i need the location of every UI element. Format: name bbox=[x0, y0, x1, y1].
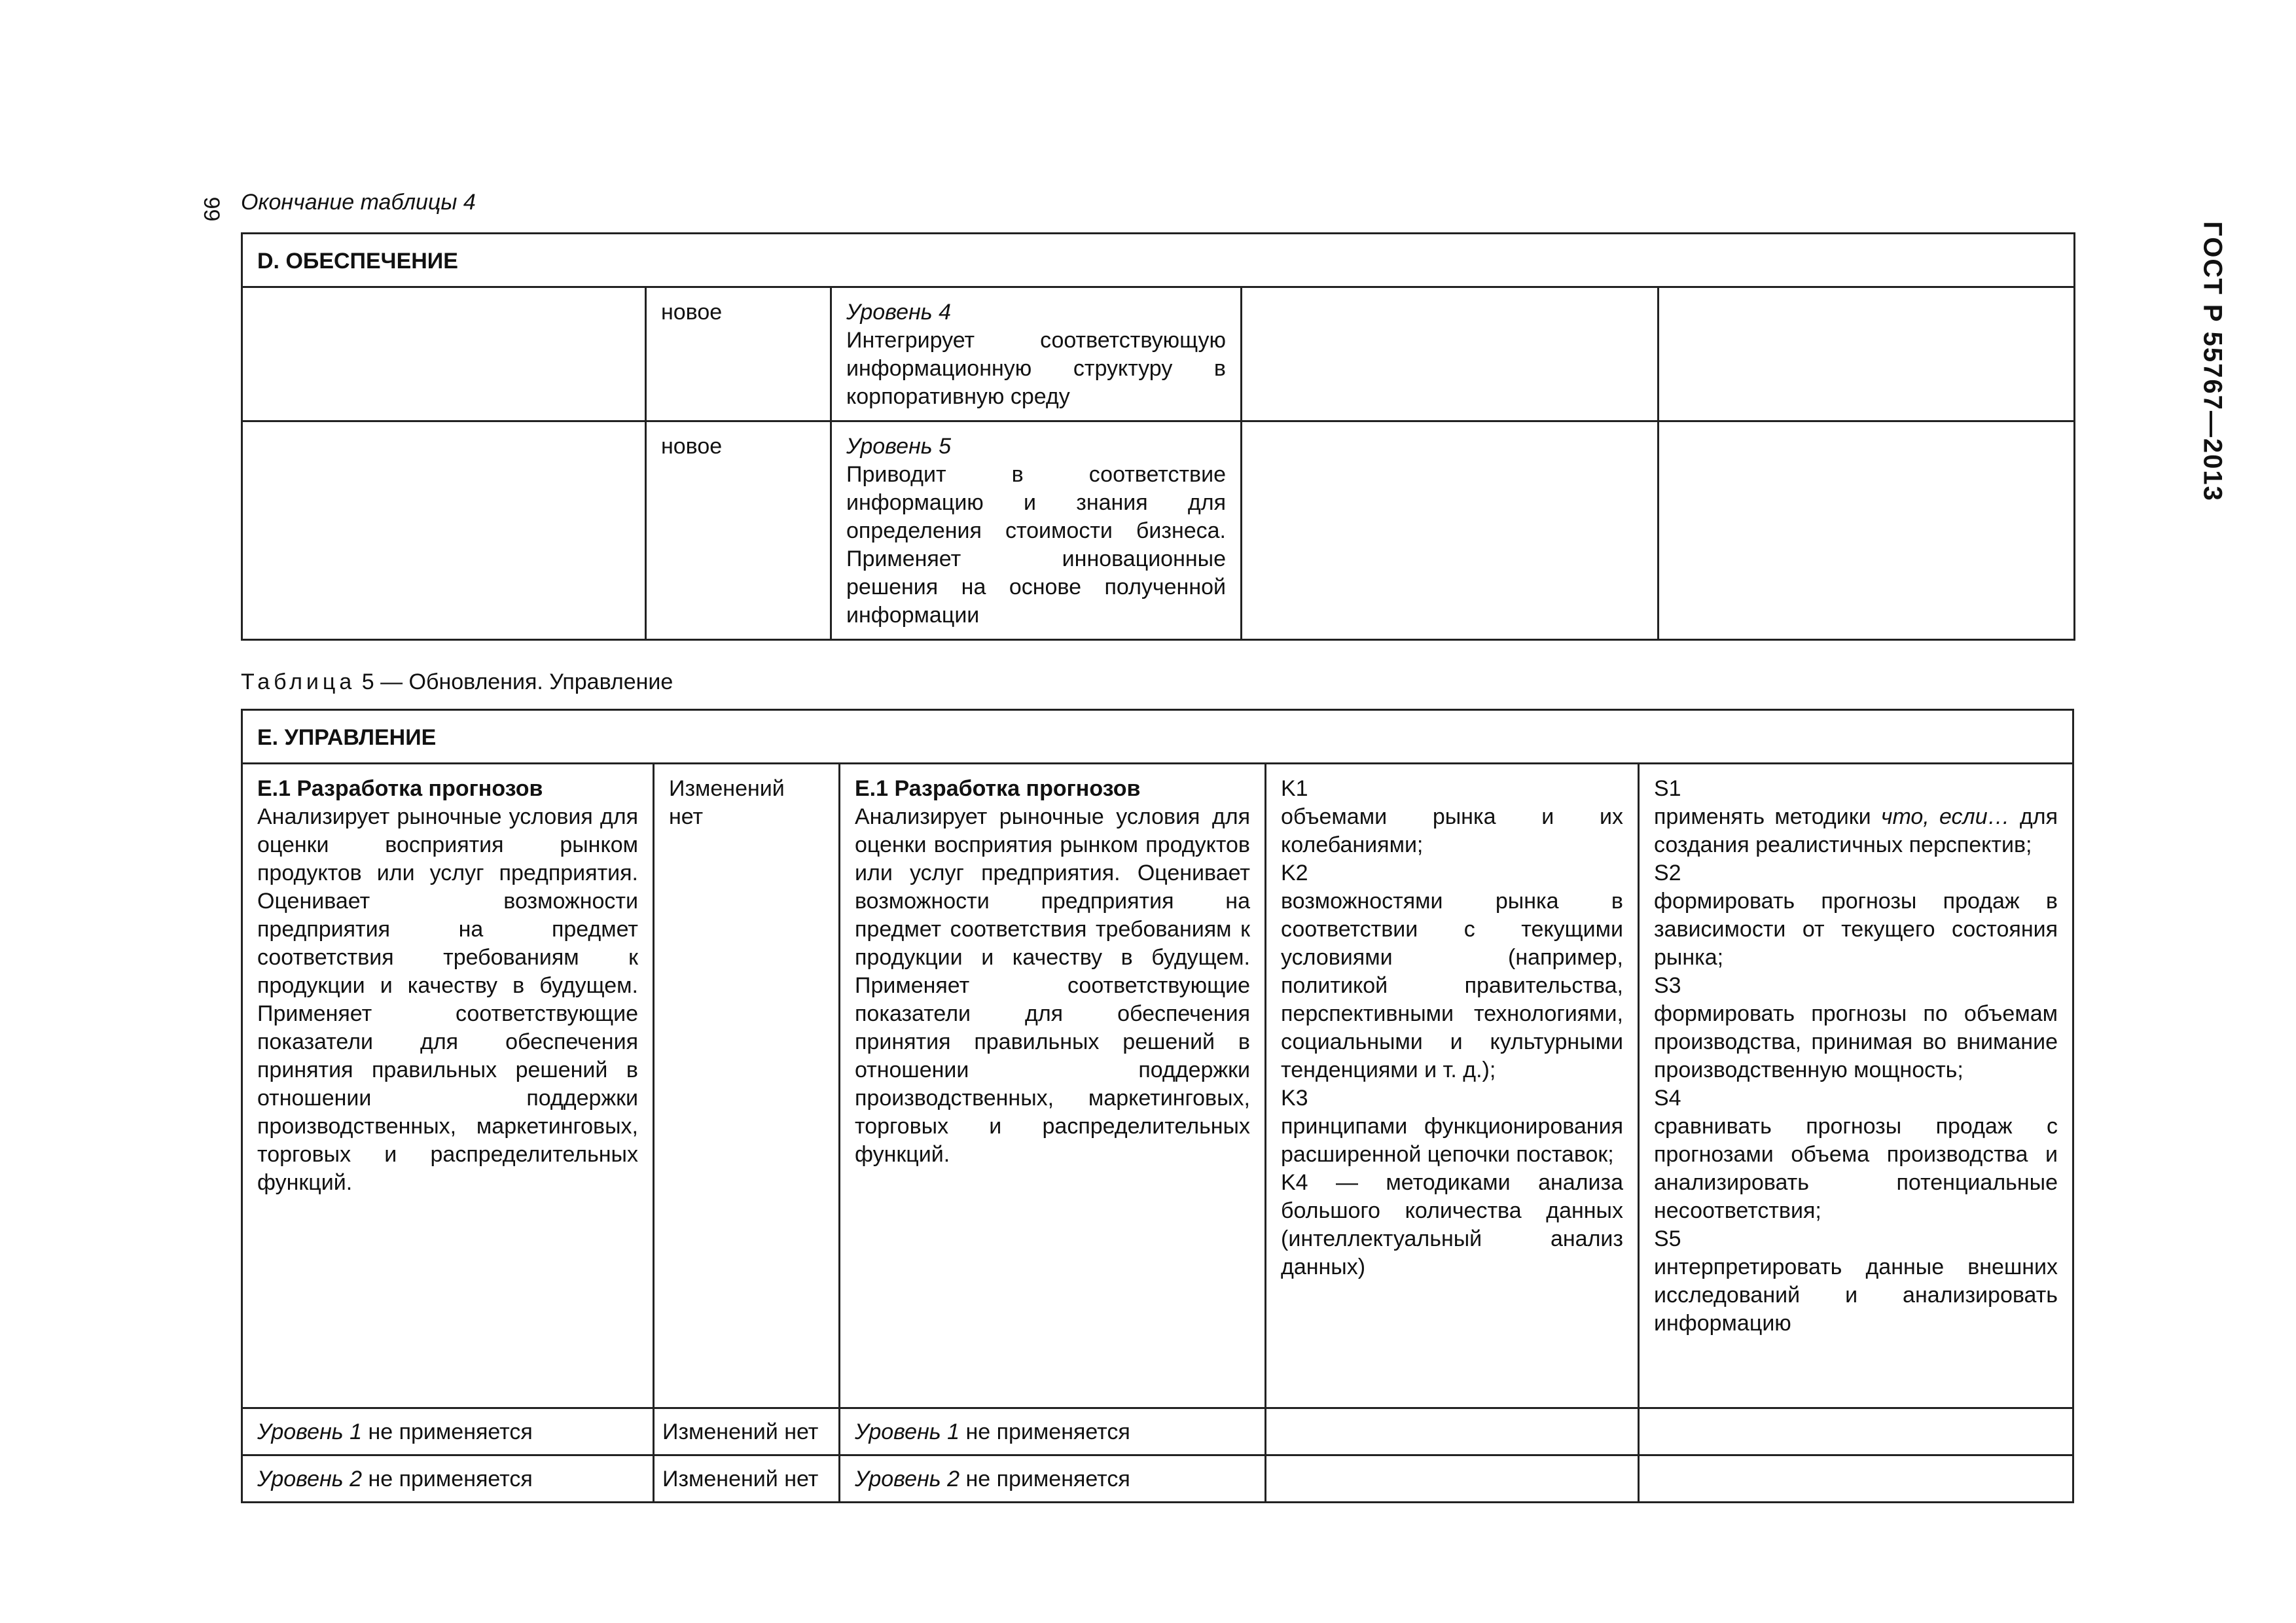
table-cell bbox=[242, 1455, 654, 1503]
table-cell: новое bbox=[646, 421, 831, 640]
table-row bbox=[242, 287, 2075, 421]
table-cell bbox=[242, 421, 646, 640]
skill-code: S4 bbox=[1654, 1086, 1681, 1111]
table-cell bbox=[840, 1408, 1266, 1455]
level-description: Приводит в соответствие информацию и знания для определения стоимости бизнеса. Применяет инновационные решения на основе полученной информации bbox=[846, 462, 1226, 628]
table-row bbox=[242, 1455, 2073, 1503]
level-label: Уровень 5 bbox=[846, 434, 952, 459]
table-header-row bbox=[242, 710, 2073, 764]
skill-text: формировать прогнозы продаж в зависимости от текущего состояния рынка; bbox=[1654, 889, 2058, 970]
competence-description: Анализирует рыночные условия для оценки восприятия рынком продуктов или услуг предприятия. Оценивает возможности предприятия на предмет соответствия требованиям к продукции и качеству в будущем. Применяет соответствующие показатели для обеспечения принятия правильных решений в отношении поддержки производственных, маркетинговых, торговых и распределительных функций. bbox=[257, 804, 638, 1195]
level-suffix: не применяется bbox=[362, 1467, 533, 1491]
table5-caption-prefix: Таблица bbox=[241, 669, 356, 694]
table-cell bbox=[831, 287, 1242, 421]
competence-title: E.1 Разработка прогнозов bbox=[855, 776, 1141, 801]
skill-code: S1 bbox=[1654, 776, 1681, 801]
table-5 bbox=[241, 709, 2074, 1503]
skill-code: S3 bbox=[1654, 973, 1681, 998]
table-cell bbox=[1639, 1455, 2073, 1503]
knowledge-item: K4 — методиками анализа большого количества данных (интеллектуальный анализ данных) bbox=[1281, 1170, 1623, 1279]
table-row bbox=[242, 1408, 2073, 1455]
skill-text-part: применять методики bbox=[1654, 804, 1881, 829]
standard-code: ГОСТ Р 55767—2013 bbox=[2198, 221, 2227, 502]
table-cell: Изменений нет bbox=[654, 1455, 840, 1503]
knowledge-text: объемами рынка и их колебаниями; bbox=[1281, 804, 1623, 857]
table-header-row bbox=[242, 234, 2075, 287]
table5-caption bbox=[241, 669, 673, 695]
knowledge-code: K3 bbox=[1281, 1086, 1308, 1111]
level-label: Уровень 2 bbox=[855, 1467, 960, 1491]
level-description: Интегрирует соответствующую информационную структуру в корпоративную среду bbox=[846, 328, 1226, 409]
table-cell bbox=[1242, 421, 1659, 640]
skill-text-italic: что, если… bbox=[1880, 804, 2010, 829]
table-row bbox=[242, 421, 2075, 640]
table-cell bbox=[1266, 1455, 1639, 1503]
table-cell bbox=[840, 1455, 1266, 1503]
knowledge-code: K2 bbox=[1281, 861, 1308, 885]
table-cell: Изменений нет bbox=[654, 1408, 840, 1455]
skill-text: интерпретировать данные внешних исследований и анализировать информацию bbox=[1654, 1255, 2058, 1336]
table-cell bbox=[831, 421, 1242, 640]
section-header-d: D. ОБЕСПЕЧЕНИЕ bbox=[242, 234, 2075, 287]
skill-text bbox=[1654, 803, 2058, 859]
skill-text: сравнивать прогнозы продаж с прогнозами объема производства и анализировать потенциальные несоответствия; bbox=[1654, 1114, 2058, 1223]
table-cell bbox=[1242, 287, 1659, 421]
knowledge-cell bbox=[1266, 764, 1639, 1408]
table-cell bbox=[1659, 287, 2075, 421]
table-cell: новое bbox=[646, 287, 831, 421]
table-cell bbox=[242, 764, 654, 1408]
competence-title: E.1 Разработка прогнозов bbox=[257, 776, 543, 801]
table-cell bbox=[1659, 421, 2075, 640]
level-label: Уровень 4 bbox=[846, 300, 952, 325]
level-suffix: не применяется bbox=[960, 1419, 1130, 1444]
skills-cell bbox=[1639, 764, 2073, 1408]
table-cell bbox=[242, 1408, 654, 1455]
knowledge-text: принципами функционирования расширенной цепочки поставок; bbox=[1281, 1114, 1623, 1167]
knowledge-code: K1 bbox=[1281, 776, 1308, 801]
table5-caption-title: 5 — Обновления. Управление bbox=[355, 669, 673, 694]
level-suffix: не применяется bbox=[362, 1419, 533, 1444]
table-row bbox=[242, 764, 2073, 1408]
table-4-continued bbox=[241, 232, 2075, 641]
section-header-e: E. УПРАВЛЕНИЕ bbox=[242, 710, 2073, 764]
competence-description: Анализирует рыночные условия для оценки восприятия рынком продуктов или услуг предприятия. Оценивает возможности предприятия на предмет соответствия требованиям к продукции и качеству в будущем. Применяет соответствующие показатели для обеспечения принятия правильных решений в отношении поддержки производственных, маркетинговых, торговых и распределительных функций. bbox=[855, 804, 1250, 1167]
table-cell bbox=[242, 287, 646, 421]
page-number: 99 bbox=[199, 196, 224, 222]
level-label: Уровень 1 bbox=[855, 1419, 960, 1444]
skill-code: S5 bbox=[1654, 1226, 1681, 1251]
level-suffix: не применяется bbox=[960, 1467, 1130, 1491]
level-label: Уровень 1 bbox=[257, 1419, 363, 1444]
knowledge-text: возможностями рынка в соответствии с текущими условиями (например, политикой правительства, перспективными технологиями, социальными и культурными тенденциями и т. д.); bbox=[1281, 889, 1623, 1082]
table4-continued-caption: Окончание таблицы 4 bbox=[241, 190, 476, 215]
skill-code: S2 bbox=[1654, 861, 1681, 885]
skill-text-part: для создания реалистичных перспектив; bbox=[1654, 804, 2058, 857]
table-cell bbox=[840, 764, 1266, 1408]
table-cell bbox=[1639, 1408, 2073, 1455]
skill-text: формировать прогнозы по объемам производства, принимая во внимание производственную мощность; bbox=[1654, 1001, 2058, 1082]
table-cell bbox=[1266, 1408, 1639, 1455]
table-cell: Изменений нет bbox=[654, 764, 840, 1408]
level-label: Уровень 2 bbox=[257, 1467, 363, 1491]
